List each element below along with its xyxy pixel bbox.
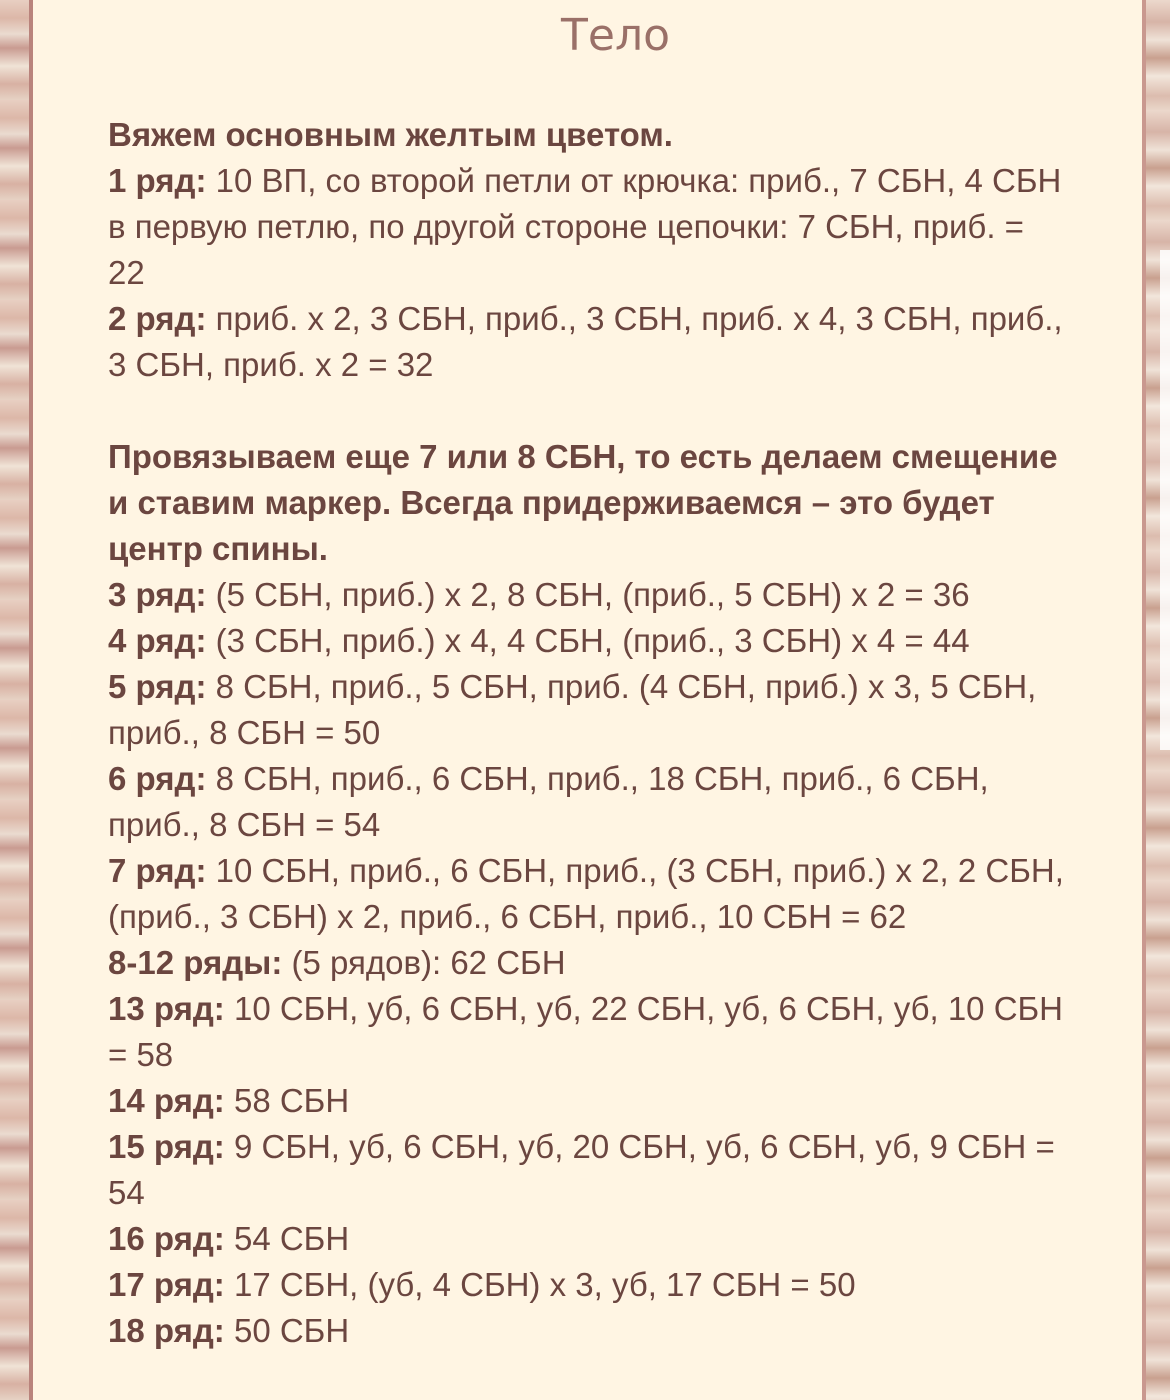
row-text: 8 СБН, приб., 6 СБН, приб., 18 СБН, приб., 6 СБН, приб., 8 СБН = 54 <box>108 760 989 843</box>
row-label: 3 ряд: <box>108 576 207 613</box>
row-label: 1 ряд: <box>108 162 207 199</box>
pattern-text <box>108 112 1068 1354</box>
row-label: 6 ряд: <box>108 760 207 797</box>
row-text: приб. x 2, 3 СБН, приб., 3 СБН, приб. x 4, 3 СБН, приб., 3 СБН, приб. x 2 = 32 <box>108 300 1063 383</box>
row-text: 54 СБН <box>224 1220 350 1257</box>
pattern-row <box>108 1078 1068 1124</box>
row-text: 10 СБН, уб, 6 СБН, уб, 22 СБН, уб, 6 СБН, уб, 10 СБН = 58 <box>108 990 1064 1073</box>
row-label: 16 ряд: <box>108 1220 225 1257</box>
row-label: 13 ряд: <box>108 990 225 1027</box>
row-label: 14 ряд: <box>108 1082 225 1119</box>
row-text: 10 СБН, приб., 6 СБН, приб., (3 СБН, приб.) x 2, 2 СБН, (приб., 3 СБН) x 2, приб., 6 СБН, приб., 10 СБН = 62 <box>108 852 1064 935</box>
row-text: (5 СБН, приб.) x 2, 8 СБН, (приб., 5 СБН) x 2 = 36 <box>206 576 970 613</box>
pattern-row <box>108 572 1068 618</box>
rows-group-b <box>108 572 1068 1354</box>
row-label: 4 ряд: <box>108 622 207 659</box>
row-label: 5 ряд: <box>108 668 207 705</box>
row-text: 9 СБН, уб, 6 СБН, уб, 20 СБН, уб, 6 СБН, уб, 9 СБН = 54 <box>108 1128 1055 1211</box>
row-label: 2 ряд: <box>108 300 207 337</box>
pattern-row <box>108 1124 1068 1216</box>
document-page <box>33 0 1142 1400</box>
row-text: 50 СБН <box>224 1312 350 1349</box>
row-label: 18 ряд: <box>108 1312 225 1349</box>
decorative-right-border <box>1142 0 1170 1400</box>
decorative-left-border <box>0 0 33 1400</box>
pattern-row <box>108 940 1068 986</box>
pattern-row <box>108 1216 1068 1262</box>
pattern-row <box>108 296 1068 388</box>
pattern-row <box>108 158 1068 296</box>
row-label: 7 ряд: <box>108 852 207 889</box>
spacer <box>108 388 1068 434</box>
marker-note: Провязываем еще 7 или 8 СБН, то есть делаем смещение и ставим маркер. Всегда придерживаемся – это будет <box>108 438 1058 521</box>
intro-instruction: Вяжем основным желтым цветом. <box>108 116 673 153</box>
row-text: (3 СБН, приб.) x 4, 4 СБН, (приб., 3 СБН) x 4 = 44 <box>206 622 970 659</box>
page-title: Тело <box>561 10 670 61</box>
pattern-row <box>108 1308 1068 1354</box>
pattern-row <box>108 1262 1068 1308</box>
row-label: 17 ряд: <box>108 1266 225 1303</box>
row-text: 10 ВП, со второй петли от крючка: приб., 7 СБН, 4 СБН в первую петлю, по другой стороне цепочки: 7 СБН, приб. = 22 <box>108 162 1062 291</box>
rows-group-a <box>108 158 1068 388</box>
row-text: 17 СБН, (уб, 4 СБН) x 3, уб, 17 СБН = 50 <box>224 1266 856 1303</box>
row-label: 8-12 ряды: <box>108 944 283 981</box>
scrollbar[interactable] <box>1160 250 1170 750</box>
row-text: (5 рядов): 62 СБН <box>282 944 566 981</box>
pattern-row <box>108 848 1068 940</box>
pattern-row <box>108 618 1068 664</box>
row-label: 15 ряд: <box>108 1128 225 1165</box>
pattern-row <box>108 756 1068 848</box>
marker-note-end: центр спины. <box>108 530 328 567</box>
pattern-row <box>108 664 1068 756</box>
row-text: 8 СБН, приб., 5 СБН, приб. (4 СБН, приб.) x 3, 5 СБН, приб., 8 СБН = 50 <box>108 668 1037 751</box>
row-text: 58 СБН <box>224 1082 350 1119</box>
pattern-row <box>108 986 1068 1078</box>
